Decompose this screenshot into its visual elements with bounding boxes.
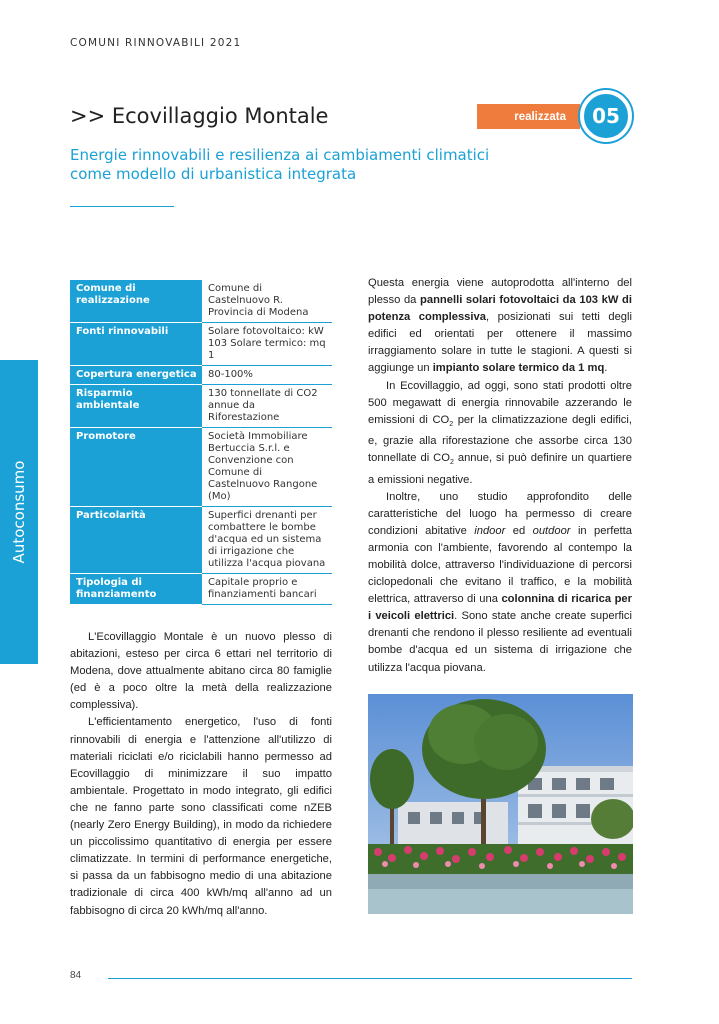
right-column-text — [368, 275, 632, 677]
table-row — [70, 385, 332, 428]
bold-run: colonnina di ricarica per i veicoli elettrici — [368, 593, 632, 623]
table-key: Comune di realizzazione — [70, 280, 202, 323]
table-row — [70, 323, 332, 366]
table-key: Fonti rinnovabili — [70, 323, 202, 366]
paragraph — [368, 489, 632, 677]
text-run: Inoltre, uno studio approfondito delle caratteristiche del luogo ha permesso di creare condizioni abitative — [368, 490, 632, 537]
paragraph — [368, 275, 632, 378]
project-number-badge: 05 — [580, 90, 632, 142]
text-run: . — [604, 362, 608, 375]
table-row — [70, 507, 332, 574]
page-number: 84 — [70, 970, 82, 981]
building-photo — [368, 694, 633, 914]
table-key: Copertura energetica — [70, 366, 202, 385]
text-run: annue, si può definire un quartiere a emissioni negative. — [368, 452, 632, 486]
status-badge — [477, 104, 580, 129]
bold-run: pannelli solari fotovoltaici da 103 kW di potenza complessiva — [368, 294, 632, 324]
subscript: 2 — [449, 420, 454, 428]
table-value: Comune di Castelnuovo R. Provincia di Modena — [202, 280, 332, 323]
section-side-tab-label: Autoconsumo — [10, 460, 28, 564]
page-title: >> Ecovillaggio Montale — [70, 104, 329, 128]
footer-divider — [108, 978, 632, 979]
table-value: Società Immobiliare Bertuccia S.r.l. e Convenzione con Comune di Castelnuovo Rangone (Mo) — [202, 428, 332, 507]
text-run: per la climatizzazione degli edifici, e, grazie alla riforestazione che assorbe circa 130 tonnellate di CO — [368, 413, 632, 465]
text-run: in perfetta armonia con l'ambiente, favorendo al contempo la mobilità dolce, attraverso l'individuazione di percorsi ciclopedonali che evitano il traffico, e la mobilità elettrica, attraverso di una — [368, 524, 632, 606]
text-run: Questa energia viene autoprodotta all'interno del plesso da — [368, 277, 632, 307]
italic-run: outdoor — [532, 524, 571, 537]
table-row — [70, 428, 332, 507]
table-key: Promotore — [70, 428, 202, 507]
table-value: 130 tonnellate di CO2 annue da Riforestazione — [202, 385, 332, 428]
paragraph: L'efficientamento energetico, l'uso di fonti rinnovabili di energia e l'attenzione all'utilizzo di materiali riciclati e/o riciclabili hanno permesso ad Ecovillaggio di minimizzare il suo impatto ambientale. Progettato in modo integrato, gli edifici che ne fanno parte sono classificati come nZEB (nearly Zero Energy Building), in modo da richiedere un piccolissimo quantitativo di energia per essere climatizzate. In termini di performance energetiche, si passa da un fabbisogno medio di una abitazione tradizionale di circa 400 kWh/mq all'anno ad un fabbisogno di circa 20 kWh/mq all'anno. — [70, 716, 332, 917]
table-key: Tipologia di finanziamento — [70, 574, 202, 605]
subscript: 2 — [449, 459, 454, 467]
paragraph — [368, 378, 632, 489]
text-run: ed — [505, 524, 533, 537]
building-photo-image — [368, 694, 633, 914]
status-badge-label: realizzata — [514, 110, 566, 123]
table-value: Solare fotovoltaico: kW 103 Solare termico: mq 1 — [202, 323, 332, 366]
italic-run: indoor — [474, 524, 506, 537]
table-value: 80-100% — [202, 366, 332, 385]
text-run: In Ecovillaggio, ad oggi, sono stati prodotti oltre 500 megawatt di energia rinnovabile azzerando le emissioni di CO — [368, 379, 632, 426]
table-key: Risparmio ambientale — [70, 385, 202, 428]
left-column-text — [70, 629, 332, 920]
table-key: Particolarità — [70, 507, 202, 574]
subtitle-divider — [70, 206, 174, 207]
publication-header: COMUNI RINNOVABILI 2021 — [70, 37, 242, 49]
table-value: Capitale proprio e finanziamenti bancari — [202, 574, 332, 605]
table-row — [70, 574, 332, 605]
table-value: Superfici drenanti per combattere le bombe d'acqua ed un sistema di irrigazione che utilizza l'acqua piovana — [202, 507, 332, 574]
table-row — [70, 366, 332, 385]
bold-run: impianto solare termico da 1 mq — [432, 362, 605, 375]
table-row — [70, 280, 332, 323]
paragraph: L'Ecovillaggio Montale è un nuovo plesso di abitazioni, esteso per circa 6 ettari nel territorio di Modena, dove attualmente abitano circa 80 famiglie (ed è a poco oltre la metà della realizzazione complessiva). — [70, 631, 332, 712]
section-side-tab — [0, 360, 38, 664]
text-run: . Sono state anche create superfici drenanti che rendono il plesso resiliente ad eventuali bombe d'acqua ed un sistema di irrigazione che utilizza l'acqua piovana. — [368, 610, 632, 674]
text-run: , posizionati sui tetti degli edifici ed orientati per ottenere il massimo irraggiamento solare in tutte le stagioni. A questi si aggiunge un — [368, 311, 632, 375]
project-info-table — [70, 280, 332, 605]
subtitle: Energie rinnovabili e resilienza ai cambiamenti climatici come modello di urbanistica integrata — [70, 146, 490, 183]
